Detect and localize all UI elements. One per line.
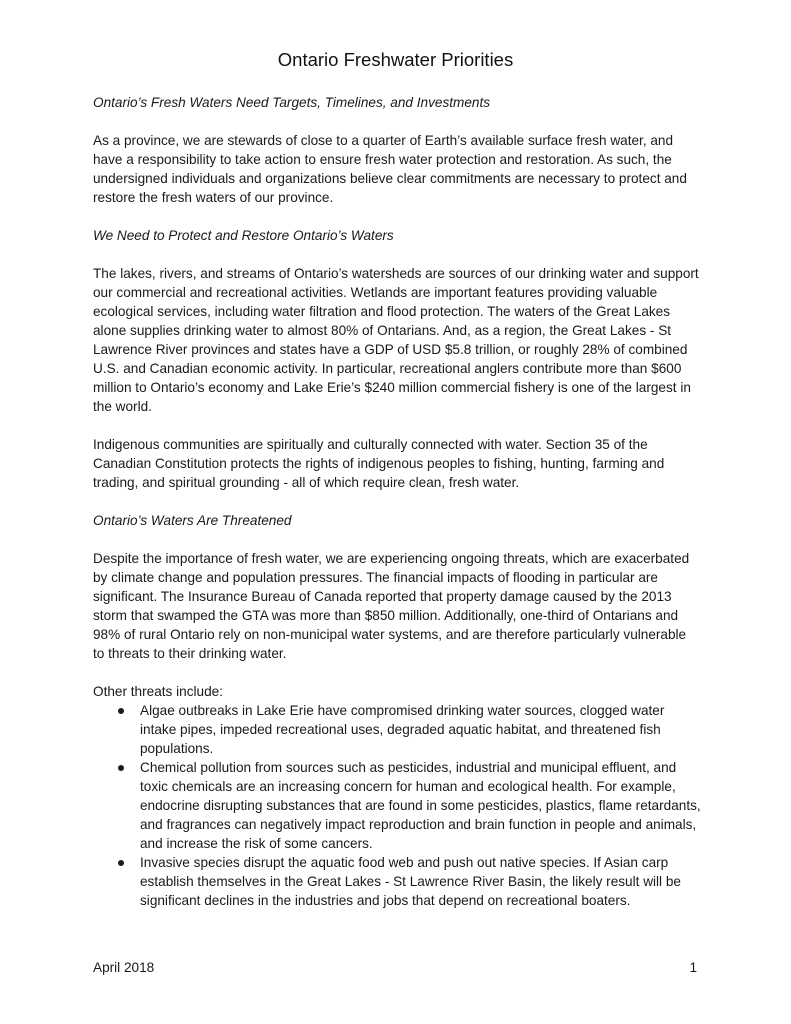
paragraph-watersheds: The lakes, rivers, and streams of Ontario’s watersheds are sources of our drinking water and support our commercial and recreational activities. Wetlands are important features providing valuable ecological services, including water filtration and flood protection. The waters of the Great Lakes alone supplies drinking water to almost 80% of Ontarians. And, as a region, the Great Lakes - St Lawrence River provinces and states have a GDP of USD $5.8 trillion, or roughly 28% of combined U.S. and Canadian economic activity. In particular, recreational anglers contribute more than $600 million to Ontario’s economy and Lake Erie’s $240 million commercial fishery is one of the largest in the world. (93, 266, 699, 414)
list-item (93, 758, 701, 853)
document-body (93, 93, 701, 910)
footer-date: April 2018 (93, 960, 155, 975)
list-item-text: Algae outbreaks in Lake Erie have compromised drinking water sources, clogged water intake pipes, impeded recreational uses, degraded aquatic habitat, and threatened fish populations. (140, 703, 665, 756)
section-heading-protect-restore: We Need to Protect and Restore Ontario’s Waters (93, 228, 394, 243)
page-footer (93, 958, 697, 977)
document-title: Ontario Freshwater Priorities (277, 49, 514, 70)
list-item (93, 853, 701, 910)
list-item-text: Chemical pollution from sources such as pesticides, industrial and municipal effluent, and toxic chemicals are an increasing concern for human and ecological health. For example, endocrine disrupting substances that are found in some pesticides, plastics, flame retardants, and fragrances can negatively impact reproduction and brain function in people and animals, and increase the risk of some cancers. (140, 760, 701, 851)
bullet-icon (118, 860, 124, 866)
paragraph-stewards: As a province, we are stewards of close to a quarter of Earth’s available surface fresh water, and have a responsibility to take action to ensure fresh water protection and restoration. As such, the undersigned individuals and organizations believe clear commitments are necessary to protect and restore the fresh waters of our province. (93, 133, 687, 205)
list-intro: Other threats include: (93, 684, 223, 699)
section-heading-threatened: Ontario’s Waters Are Threatened (93, 513, 292, 528)
paragraph-threats: Despite the importance of fresh water, we are experiencing ongoing threats, which are exacerbated by climate change and population pressures. The financial impacts of flooding in particular are significant. The Insurance Bureau of Canada reported that property damage caused by the 2013 storm that swamped the GTA was more than $850 million. Additionally, one-third of Ontarians and 98% of rural Ontario rely on non-municipal water systems, and are therefore particularly vulnerable to threats to their drinking water. (93, 551, 690, 661)
threats-list (93, 701, 701, 910)
section-heading-targets: Ontario’s Fresh Waters Need Targets, Timelines, and Investments (93, 95, 491, 110)
page-number: 1 (689, 960, 697, 975)
paragraph-indigenous: Indigenous communities are spiritually and culturally connected with water. Section 35 of the Canadian Constitution protects the rights of indigenous peoples to fishing, hunting, farming and trading, and spiritual grounding - all of which require clean, fresh water. (93, 437, 665, 490)
list-item-text: Invasive species disrupt the aquatic food web and push out native species. If Asian carp establish themselves in the Great Lakes - St Lawrence River Basin, the likely result will be significant declines in the industries and jobs that depend on recreational boaters. (140, 855, 681, 908)
bullet-icon (118, 708, 124, 714)
bullet-icon (118, 765, 124, 771)
list-item (93, 701, 701, 758)
